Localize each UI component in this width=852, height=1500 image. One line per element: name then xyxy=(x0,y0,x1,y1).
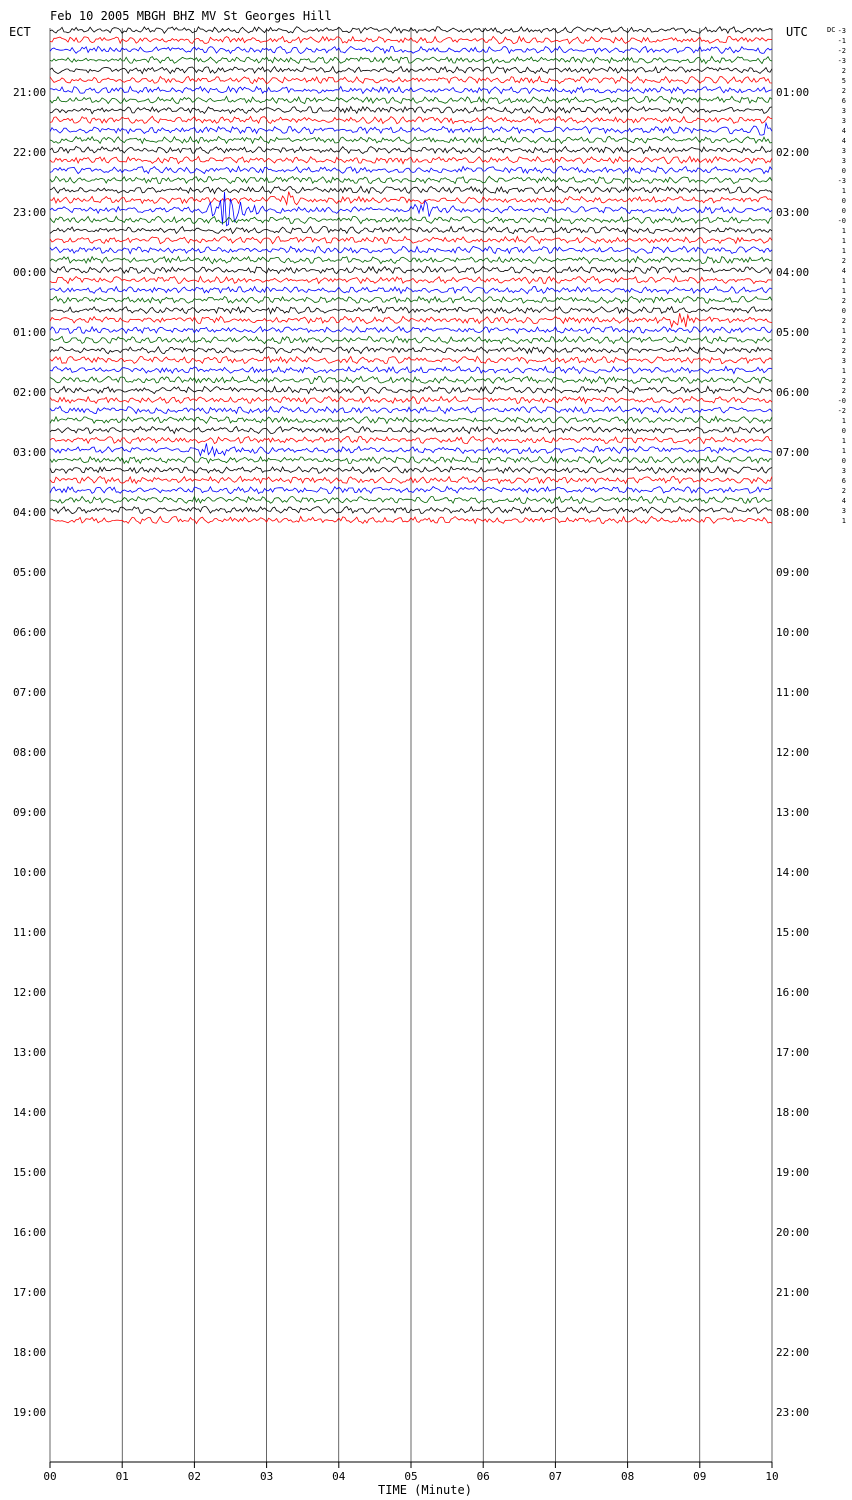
dc-offset-value: 4 xyxy=(841,137,846,145)
dc-offset-value: 2 xyxy=(841,297,846,305)
left-hour-label: 18:00 xyxy=(13,1346,47,1359)
dc-offset-value: 1 xyxy=(841,517,846,525)
left-hour-label: 15:00 xyxy=(13,1166,47,1179)
dc-offset-value: -3 xyxy=(837,27,846,35)
dc-offset-value: -3 xyxy=(837,57,846,65)
left-hour-label: 19:00 xyxy=(13,1406,47,1419)
dc-offset-value: 3 xyxy=(841,107,846,115)
left-hour-label: 00:00 xyxy=(13,266,47,279)
left-hour-label: 14:00 xyxy=(13,1106,47,1119)
dc-offset-value: 0 xyxy=(841,307,846,315)
left-hour-label: 21:00 xyxy=(13,86,47,99)
dc-offset-values xyxy=(838,27,846,525)
left-hour-label: 05:00 xyxy=(13,566,47,579)
x-tick-label: 06 xyxy=(476,1470,490,1483)
left-hour-label: 06:00 xyxy=(13,626,47,639)
left-hour-label: 01:00 xyxy=(13,326,47,339)
dc-offset-value: 6 xyxy=(841,477,846,485)
dc-offset-value: 1 xyxy=(841,187,846,195)
dc-offset-value: 0 xyxy=(841,197,846,205)
left-hour-label: 13:00 xyxy=(13,1046,47,1059)
left-zone-label: ECT xyxy=(9,25,31,39)
left-hour-label: 11:00 xyxy=(13,926,47,939)
dc-offset-value: 5 xyxy=(841,77,846,85)
x-tick-label: 10 xyxy=(765,1470,779,1483)
dc-offset-value: 3 xyxy=(841,117,846,125)
left-hour-label: 07:00 xyxy=(13,686,47,699)
chart-title: Feb 10 2005 MBGH BHZ MV St Georges Hill xyxy=(50,9,332,23)
dc-offset-value: 2 xyxy=(841,87,846,95)
dc-offset-value: 1 xyxy=(841,437,846,445)
dc-offset-value: 0 xyxy=(841,167,846,175)
dc-offset-value: 1 xyxy=(841,227,846,235)
x-tick-label: 08 xyxy=(620,1470,635,1483)
right-hour-label: 04:00 xyxy=(776,266,810,279)
dc-offset-value: 3 xyxy=(841,157,846,165)
right-hour-label: 17:00 xyxy=(776,1046,810,1059)
right-hour-label: 21:00 xyxy=(776,1286,810,1299)
left-hour-label: 12:00 xyxy=(13,986,47,999)
dc-offset-value: 2 xyxy=(841,377,846,385)
right-hour-label: 16:00 xyxy=(776,986,810,999)
left-hour-label: 23:00 xyxy=(13,206,47,219)
right-hour-label: 12:00 xyxy=(776,746,810,759)
dc-offset-value: -1 xyxy=(837,37,846,45)
x-tick-label: 02 xyxy=(187,1470,202,1483)
dc-offset-value: 3 xyxy=(841,147,846,155)
x-tick-label: 01 xyxy=(115,1470,129,1483)
dc-offset-value: 0 xyxy=(841,427,846,435)
right-hour-label: 09:00 xyxy=(776,566,810,579)
x-tick-label: 07 xyxy=(548,1470,563,1483)
dc-offset-value: 4 xyxy=(841,267,846,275)
dc-offset-value: 2 xyxy=(841,487,846,495)
dc-offset-value: 3 xyxy=(841,507,846,515)
left-hour-label: 22:00 xyxy=(13,146,47,159)
right-zone-label: UTC xyxy=(786,25,808,39)
dc-offset-value: -0 xyxy=(837,397,846,405)
dc-offset-value: 0 xyxy=(841,207,846,215)
right-hour-label: 02:00 xyxy=(776,146,810,159)
x-tick-label: 00 xyxy=(43,1470,57,1483)
right-hour-label: 18:00 xyxy=(776,1106,810,1119)
left-hour-labels xyxy=(13,86,46,1419)
right-hour-label: 20:00 xyxy=(776,1226,810,1239)
left-hour-label: 17:00 xyxy=(13,1286,47,1299)
right-hour-label: 19:00 xyxy=(776,1166,810,1179)
dc-offset-value: 2 xyxy=(841,257,846,265)
dc-offset-value: 1 xyxy=(841,247,846,255)
grid-lines xyxy=(50,28,772,1462)
dc-offset-value: 2 xyxy=(841,347,846,355)
dc-offset-value: 2 xyxy=(841,337,846,345)
dc-offset-value: 2 xyxy=(841,387,846,395)
right-hour-label: 10:00 xyxy=(776,626,810,639)
dc-offset-value: 1 xyxy=(841,447,846,455)
dc-offset-value: 3 xyxy=(841,357,846,365)
x-tick-label: 09 xyxy=(693,1470,707,1483)
x-tick-label: 05 xyxy=(404,1470,418,1483)
dc-offset-value: 1 xyxy=(841,327,846,335)
x-tick-label: 04 xyxy=(332,1470,346,1483)
dc-offset-value: 0 xyxy=(841,457,846,465)
right-hour-label: 11:00 xyxy=(776,686,810,699)
left-hour-label: 04:00 xyxy=(13,506,47,519)
dc-offset-value: 1 xyxy=(841,367,846,375)
right-hour-label: 06:00 xyxy=(776,386,810,399)
right-hour-label: 23:00 xyxy=(776,1406,810,1419)
dc-offset-value: 2 xyxy=(841,67,846,75)
dc-offset-value: 4 xyxy=(841,127,846,135)
right-hour-label: 13:00 xyxy=(776,806,810,819)
dc-offset-value: 1 xyxy=(841,237,846,245)
right-hour-label: 05:00 xyxy=(776,326,810,339)
right-hour-label: 03:00 xyxy=(776,206,810,219)
x-tick-label: 03 xyxy=(259,1470,274,1483)
x-axis-ticks xyxy=(43,1462,778,1483)
right-hour-label: 07:00 xyxy=(776,446,810,459)
dc-offset-value: -2 xyxy=(837,407,846,415)
dc-offset-value: -2 xyxy=(837,47,846,55)
dc-offset-value: 4 xyxy=(841,497,846,505)
dc-offset-value: 1 xyxy=(841,417,846,425)
left-hour-label: 16:00 xyxy=(13,1226,47,1239)
dc-offset-value: 3 xyxy=(841,467,846,475)
left-hour-label: 03:00 xyxy=(13,446,47,459)
right-hour-label: 15:00 xyxy=(776,926,810,939)
right-hour-label: 22:00 xyxy=(776,1346,810,1359)
left-hour-label: 09:00 xyxy=(13,806,47,819)
dc-offset-value: 2 xyxy=(841,317,846,325)
right-hour-labels xyxy=(776,86,809,1419)
x-axis-label: TIME (Minute) xyxy=(378,1483,472,1497)
dc-offset-value: -0 xyxy=(837,217,846,225)
dc-offset-value: 1 xyxy=(841,277,846,285)
dc-offset-value: 6 xyxy=(841,97,846,105)
right-hour-label: 08:00 xyxy=(776,506,810,519)
right-hour-label: 14:00 xyxy=(776,866,810,879)
dc-offset-value: 1 xyxy=(841,287,846,295)
right-hour-label: 01:00 xyxy=(776,86,810,99)
left-hour-label: 10:00 xyxy=(13,866,47,879)
dc-offset-value: -3 xyxy=(837,177,846,185)
dc-label: DC xyxy=(827,26,836,34)
left-hour-label: 02:00 xyxy=(13,386,47,399)
left-hour-label: 08:00 xyxy=(13,746,47,759)
